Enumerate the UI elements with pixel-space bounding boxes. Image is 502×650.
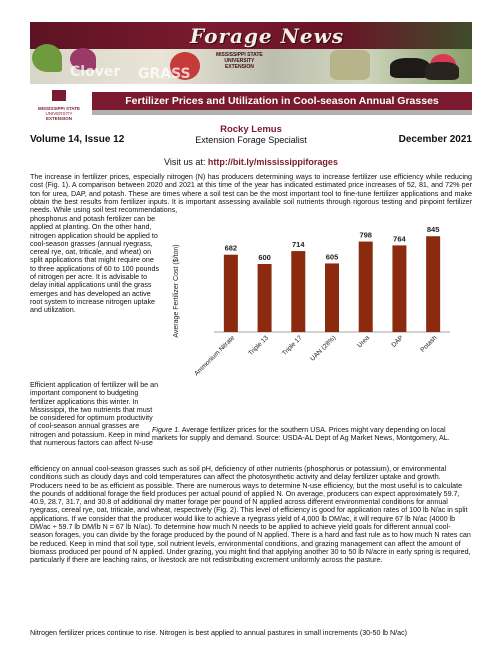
grass-graphic (330, 50, 370, 80)
x-tick-label: Triple 13 (247, 334, 270, 358)
data-label: 605 (325, 252, 339, 262)
bar-ammonium-nitrate (224, 255, 238, 332)
volume-issue: Volume 14, Issue 12 (30, 134, 125, 145)
logo-line3: EXTENSION (45, 116, 72, 121)
bar-triple-17 (291, 251, 305, 332)
caption-label: Figure 1. (152, 426, 181, 434)
left-column-text: Efficient application of fertilizer will be an important component to budgeting fertilizer applications this winter. In Mississippi, the two nutrients that must be considered for optimum productivity of cool-season annual grasses are nitrogen and potassium. Keep in mind that numerous factors can affect N-use (30, 381, 159, 448)
data-label: 764 (393, 234, 406, 244)
author-name: Rocky Lemus (220, 124, 282, 135)
x-tick-label: Triple 17 (281, 334, 304, 358)
intro-text: The increase in fertilizer prices, especially nitrogen (N) has producers determining ways to increase fertilizer use efficiency while reducing cost (Fig. 1). A comparison between 2020 and 2021 at this time of the year has indicated estimated price increases of 52, 81, and 72% per ton for urea, DAP, and potash. These are times where a soil test can be the most important tool to fine-tune fertilizer applications and make obtain the best results from fertilizer inputs. It is important assessing available soil nutrients through rigorous testing and pinpoint fertilizer needs. While using soil test recommendations, (30, 173, 472, 215)
intro-left-column: phosphorus and potash fertilizer can be applied at planting. On the other hand, nitrogen application should be applied to cool-season grasses (annual ryegrass, cereal rye, oat, triticale, and wheat) on split applications that might require one to three applications of 60 to 100 pounds of nitrogen per acre. It is advisable to delay initial applications until the grass emerges and has developed an active root system to increase nitrogen uptake and utilization. (30, 215, 160, 315)
last-paragraph (30, 629, 472, 637)
data-label: 600 (258, 253, 271, 262)
bar-urea (359, 242, 373, 332)
data-label: 682 (224, 243, 238, 253)
logo-line1: MISSISSIPPI STATE (37, 106, 81, 111)
masthead-msu-line1: MISSISSIPPI STATE (216, 52, 263, 58)
clover-leaf-graphic (32, 44, 62, 72)
x-tick-label: UAN (28%) (309, 334, 338, 363)
cattle-graphic (425, 62, 459, 80)
x-tick-label: Potash (419, 334, 439, 354)
x-tick-label: DAP (390, 334, 405, 349)
cattle-graphic (390, 58, 430, 78)
headline-underline (92, 110, 472, 115)
website-link[interactable]: http://bit.ly/mississippiforages (207, 157, 338, 167)
bar-potash (426, 236, 440, 332)
bar-triple-13 (258, 264, 272, 332)
masthead-word-grass: GRASS (138, 66, 191, 82)
intro-paragraph (30, 173, 472, 214)
left-column-paragraph (30, 381, 160, 447)
msu-m-mark-icon (52, 90, 66, 101)
headline-bar (92, 92, 472, 110)
bar-uan-28- (325, 263, 339, 332)
y-axis-label: Average Fertilizer Cost ($/ton) (173, 244, 180, 338)
visit-line (0, 157, 502, 167)
data-label: 714 (292, 240, 305, 250)
masthead-msu-mark (216, 52, 263, 70)
x-tick-label: Ammonium Nitrate (193, 334, 237, 378)
continued-paragraph (30, 465, 472, 565)
figure-1-chart (164, 216, 460, 426)
bar-chart (164, 216, 460, 426)
x-tick-label: Urea (356, 334, 372, 350)
bar-dap (392, 245, 406, 332)
masthead-word-clover: Clover (70, 64, 121, 80)
logo-line2: UNIVERSITY (45, 111, 73, 116)
caption-text: Average fertilizer prices for the southern USA. Prices might vary depending on local markets for supply and demand. Source: USDA-AL Dept of Ag Market News, Montgomery, AL. (152, 426, 450, 443)
figure-1-caption (152, 426, 472, 443)
masthead-banner (30, 22, 472, 84)
masthead-title: Forage News (190, 24, 345, 48)
masthead-msu-line3: EXTENSION (224, 64, 254, 70)
continued-text: efficiency on annual cool-season grasses such as soil pH, deficiency of other nutrients (phosphorus or potassium), or environmental conditions such as cloudy days and cold temperatures can affect the photosynthetic activity and delay fertilizer uptake and growth. Producers need to be as efficient as possible. There are numerous ways to determine N-use efficiency, but the most useful is to calculate the pounds of additional forage the field produces per actual pound of applied N. On average, producers can expect approximately 59.7, 40.9, 28.7, 31.7, and 30.8 of additional dry matter forage per pound of N applied across different environmental conditions for annual ryegrass, cereal rye, oat, triticale, and wheat, respectively (Fig. 2). This level of efficiency is good for application rates of 100 lb N/ac in split applications. If we consider that the producer would like to achieve a ryegrass yield of 4,000 lb DM/ac, it will require 67 lb N/ac (4000 lb DM/ac ÷ 59.7 lb DM/lb N = 67 lb N/ac). To determine how much N needs to be applied to achieve yield goals for different annual cool-season forages, you can divide by the forage produced by the pound of N applied. There is a hard and fast rule as to how much N rates can be reduced. Keep in mind that soil type, soil nutrient levels, environmental conditions, and grazing management can affect the amount of biomass produced per pound of N applied. Under grazing, you might find that applying another 30 to 50 lb N/acre in early spring is required, particularly if there are leaching rains, or livestock are not redistributing excrement uniformly across the pasture. (30, 465, 471, 565)
data-label: 845 (426, 225, 440, 235)
author-role: Extension Forage Specialist (195, 135, 307, 145)
issue-date: December 2021 (398, 134, 472, 145)
msu-extension-logo (30, 88, 88, 128)
last-text: Nitrogen fertilizer prices continue to rise. Nitrogen is best applied to annual pastures in small increments (30-50 lb N/ac) (30, 629, 408, 637)
visit-prefix: Visit us at: (164, 157, 206, 167)
data-label: 798 (359, 230, 372, 240)
masthead-msu-line2: UNIVERSITY (224, 58, 255, 64)
headline: Fertilizer Prices and Utilization in Cool-season Annual Grasses (125, 95, 439, 107)
